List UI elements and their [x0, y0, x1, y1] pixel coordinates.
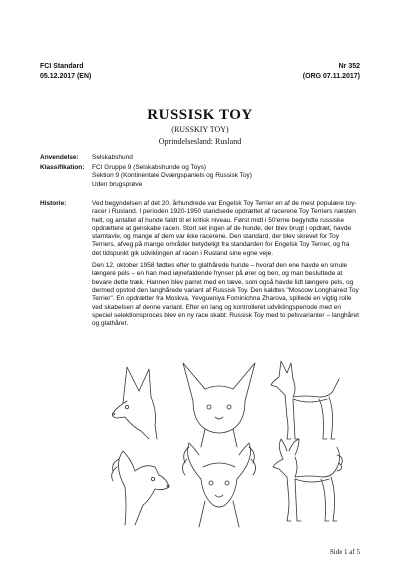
breed-title: RUSSISK TOY: [147, 107, 253, 123]
history-paragraph-1: Ved begyndelsen af det 20. århundrede var Engelsk Toy Terrier en af de mest populære toy-racer i Rusland. I perioden 1920-1950 standsede opdrættet af racerene Toy Terriers næsten helt, og antallet af hunde faldt til et kritisk niveau. Først midt i 50'erne begyndte russiske opdrættere at genskabe racen. Stort set ingen af de hunde, der blev brugt i opdræt, havde stamtavle, og mange af dem var ikke racerene. Den standard, der blev skrevet for Toy Terriers, afveg på mange områder betydeligt fra standarden for Engelsk Toy Terrier, og fra det tidspunkt gik udviklingen af racen i Rusland sine egne veje.: [92, 200, 357, 257]
longhaired-head-profile-sketch: [112, 451, 169, 525]
history-paragraph-2: Den 12. oktober 1958 fødtes efter to glathårede hunde – hvoraf den ene havde en smule længere pels – en han med iøjnefaldende frynser på ører og ben, og man besluttede at bevare dette træk. Hannen blev parret med en tæve, som også havde lidt længere pels, og dermed opstod den langhårede variant af Russisk Toy. Den kaldtes "Moscow Longhaired Toy Terrier". En opdrætter fra Moskva, Yevgueniya Fominichna Zharova, spillede en vigtig rolle ved skabelsen af denne variant. Efter en lang og kontrolleret udviklingsperiode med en speciel selektionsproces blev en ny race skabt: Russisk Toy med to pelsvarianter – langhåret og glathåret.: [92, 262, 359, 328]
history-text: [92, 200, 360, 332]
classification-group: FCI Gruppe 9 (Selskabshunde og Toys): [92, 164, 207, 171]
original-date: (ORG 07.11.2017): [302, 73, 360, 80]
standard-date: 05.12.2017 (EN): [40, 73, 92, 80]
usage-value: Selskabshund: [92, 154, 133, 161]
usage-label: Anvendelse:: [40, 154, 79, 161]
classification-section: Sektion 9 (Kontinentale Dværgspaniels og Russisk Toy): [92, 172, 252, 180]
header-right: [303, 62, 360, 82]
longhaired-head-front-sketch: [182, 443, 255, 527]
header-left: [40, 62, 91, 82]
country-of-origin: Oprindelsesland: Rusland: [158, 137, 242, 146]
smooth-head-profile-sketch: [113, 367, 158, 439]
breed-illustrations: [105, 355, 345, 530]
standard-number: Nr 352: [338, 63, 360, 70]
history-label: Historie:: [40, 200, 67, 207]
smooth-head-front-sketch: [183, 363, 255, 447]
classification-trial: Uden brugsprøve: [92, 180, 143, 188]
page-number: Side 1 af 5: [329, 548, 360, 556]
smooth-full-body-sketch: [271, 361, 339, 439]
dog-sketches: [105, 355, 345, 530]
standard-label: FCI Standard: [40, 63, 84, 70]
classification-value: [92, 164, 360, 189]
breed-subtitle: (RUSSKIY TOY): [171, 125, 229, 134]
longhaired-full-body-sketch: [273, 439, 342, 521]
classification-label: Klassifikation:: [40, 164, 85, 171]
